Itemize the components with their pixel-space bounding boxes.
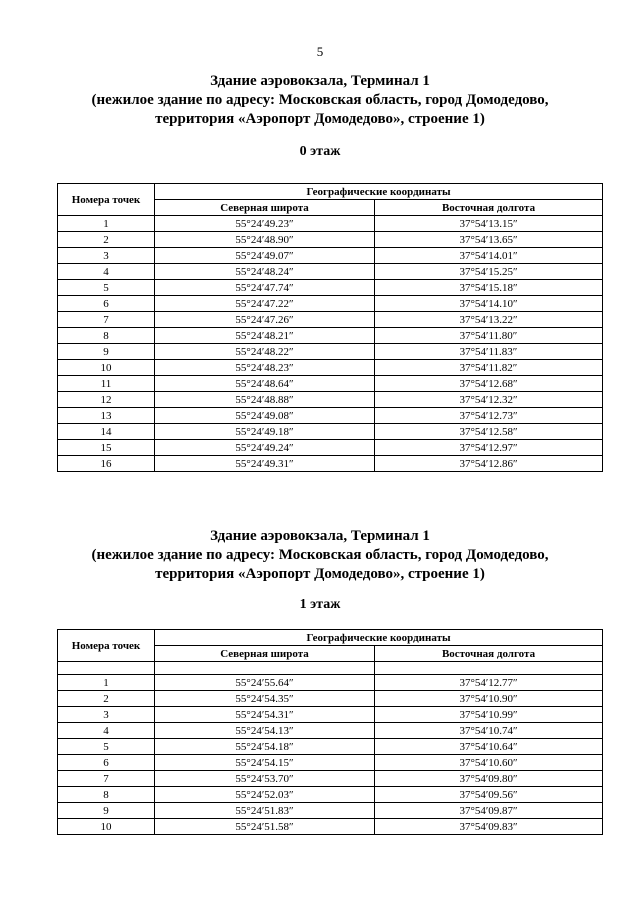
point-number-cell: 2 xyxy=(58,232,155,248)
header-point-number: Номера точек xyxy=(58,184,155,216)
latitude-cell: 55°24′51.58″ xyxy=(155,819,375,835)
table-row xyxy=(58,723,603,739)
longitude-cell: 37°54′12.97″ xyxy=(375,440,603,456)
longitude-cell: 37°54′15.18″ xyxy=(375,280,603,296)
longitude-cell: 37°54′11.80″ xyxy=(375,328,603,344)
table-row xyxy=(58,755,603,771)
page-number: 5 xyxy=(316,44,324,59)
point-number-cell: 14 xyxy=(58,424,155,440)
empty-cell xyxy=(375,662,603,675)
heading-line: (нежилое здание по адресу: Московская область, город Домодедово, xyxy=(91,92,549,108)
point-number-cell: 12 xyxy=(58,392,155,408)
longitude-cell: 37°54′12.86″ xyxy=(375,456,603,472)
point-number-cell: 7 xyxy=(58,771,155,787)
longitude-cell: 37°54′11.83″ xyxy=(375,344,603,360)
longitude-cell: 37°54′12.32″ xyxy=(375,392,603,408)
heading-line: Здание аэровокзала, Терминал 1 xyxy=(210,73,430,89)
latitude-cell: 55°24′54.18″ xyxy=(155,739,375,755)
point-number-cell: 8 xyxy=(58,328,155,344)
header-geo-coordinates: Географические координаты xyxy=(155,184,603,200)
point-number-cell: 13 xyxy=(58,408,155,424)
table-row xyxy=(58,360,603,376)
longitude-cell: 37°54′10.74″ xyxy=(375,723,603,739)
point-number-cell: 9 xyxy=(58,344,155,360)
point-number-cell: 3 xyxy=(58,248,155,264)
latitude-cell: 55°24′47.74″ xyxy=(155,280,375,296)
longitude-cell: 37°54′12.77″ xyxy=(375,675,603,691)
header-geo-coordinates: Географические координаты xyxy=(155,630,603,646)
point-number-cell: 8 xyxy=(58,787,155,803)
table-row xyxy=(58,312,603,328)
latitude-cell: 55°24′49.31″ xyxy=(155,456,375,472)
latitude-cell: 55°24′48.21″ xyxy=(155,328,375,344)
longitude-cell: 37°54′12.73″ xyxy=(375,408,603,424)
point-number-cell: 10 xyxy=(58,360,155,376)
latitude-cell: 55°24′54.31″ xyxy=(155,707,375,723)
latitude-cell: 55°24′48.22″ xyxy=(155,344,375,360)
heading-line: территория «Аэропорт Домодедово», строение 1) xyxy=(155,111,485,127)
latitude-cell: 55°24′49.23″ xyxy=(155,216,375,232)
point-number-cell: 7 xyxy=(58,312,155,328)
table-row xyxy=(58,408,603,424)
point-number-cell: 5 xyxy=(58,739,155,755)
table-row xyxy=(58,216,603,232)
point-number-cell: 15 xyxy=(58,440,155,456)
heading-line: Здание аэровокзала, Терминал 1 xyxy=(210,528,430,544)
longitude-cell: 37°54′09.56″ xyxy=(375,787,603,803)
point-number-cell: 1 xyxy=(58,216,155,232)
table-body-0 xyxy=(58,216,603,472)
coordinates-table-floor-0 xyxy=(57,183,603,472)
longitude-cell: 37°54′15.25″ xyxy=(375,264,603,280)
longitude-cell: 37°54′10.60″ xyxy=(375,755,603,771)
latitude-cell: 55°24′48.24″ xyxy=(155,264,375,280)
coordinates-table-floor-1 xyxy=(57,629,603,835)
point-number-cell: 11 xyxy=(58,376,155,392)
latitude-cell: 55°24′49.08″ xyxy=(155,408,375,424)
point-number-cell: 4 xyxy=(58,723,155,739)
latitude-cell: 55°24′48.64″ xyxy=(155,376,375,392)
longitude-cell: 37°54′09.80″ xyxy=(375,771,603,787)
table-row xyxy=(58,707,603,723)
longitude-cell: 37°54′10.90″ xyxy=(375,691,603,707)
latitude-cell: 55°24′47.26″ xyxy=(155,312,375,328)
table-row xyxy=(58,819,603,835)
point-number-cell: 5 xyxy=(58,280,155,296)
floor-label-1: 1 этаж xyxy=(299,597,341,612)
header-east-longitude: Восточная долгота xyxy=(375,200,603,216)
longitude-cell: 37°54′09.87″ xyxy=(375,803,603,819)
empty-cell xyxy=(155,662,375,675)
table-row xyxy=(58,280,603,296)
longitude-cell: 37°54′14.10″ xyxy=(375,296,603,312)
table-row xyxy=(58,328,603,344)
longitude-cell: 37°54′11.82″ xyxy=(375,360,603,376)
point-number-cell: 9 xyxy=(58,803,155,819)
point-number-cell: 3 xyxy=(58,707,155,723)
longitude-cell: 37°54′10.99″ xyxy=(375,707,603,723)
spacer-row xyxy=(58,662,603,675)
latitude-cell: 55°24′53.70″ xyxy=(155,771,375,787)
longitude-cell: 37°54′14.01″ xyxy=(375,248,603,264)
point-number-cell: 4 xyxy=(58,264,155,280)
table-row xyxy=(58,232,603,248)
longitude-cell: 37°54′10.64″ xyxy=(375,739,603,755)
point-number-cell: 6 xyxy=(58,755,155,771)
table-row xyxy=(58,675,603,691)
longitude-cell: 37°54′13.65″ xyxy=(375,232,603,248)
heading-line: (нежилое здание по адресу: Московская область, город Домодедово, xyxy=(91,547,549,563)
longitude-cell: 37°54′09.83″ xyxy=(375,819,603,835)
table-row xyxy=(58,440,603,456)
latitude-cell: 55°24′48.88″ xyxy=(155,392,375,408)
section-2-heading xyxy=(0,527,640,584)
section-1-heading xyxy=(0,72,640,129)
table-row xyxy=(58,803,603,819)
header-north-latitude: Северная широта xyxy=(155,646,375,662)
floor-label-0: 0 этаж xyxy=(299,144,341,159)
point-number-cell: 16 xyxy=(58,456,155,472)
header-east-longitude: Восточная долгота xyxy=(375,646,603,662)
longitude-cell: 37°54′13.15″ xyxy=(375,216,603,232)
point-number-cell: 1 xyxy=(58,675,155,691)
table-row xyxy=(58,264,603,280)
table-row xyxy=(58,787,603,803)
latitude-cell: 55°24′52.03″ xyxy=(155,787,375,803)
table-row xyxy=(58,771,603,787)
table-row xyxy=(58,739,603,755)
table-body-1 xyxy=(58,662,603,835)
header-north-latitude: Северная широта xyxy=(155,200,375,216)
table-row xyxy=(58,392,603,408)
latitude-cell: 55°24′49.24″ xyxy=(155,440,375,456)
empty-cell xyxy=(58,662,155,675)
header-point-number: Номера точек xyxy=(58,630,155,662)
longitude-cell: 37°54′12.58″ xyxy=(375,424,603,440)
longitude-cell: 37°54′13.22″ xyxy=(375,312,603,328)
latitude-cell: 55°24′54.15″ xyxy=(155,755,375,771)
table-row xyxy=(58,296,603,312)
longitude-cell: 37°54′12.68″ xyxy=(375,376,603,392)
table-row xyxy=(58,248,603,264)
latitude-cell: 55°24′51.83″ xyxy=(155,803,375,819)
point-number-cell: 6 xyxy=(58,296,155,312)
table-row xyxy=(58,456,603,472)
table-row xyxy=(58,691,603,707)
heading-line: территория «Аэропорт Домодедово», строение 1) xyxy=(155,566,485,582)
latitude-cell: 55°24′48.90″ xyxy=(155,232,375,248)
latitude-cell: 55°24′54.13″ xyxy=(155,723,375,739)
latitude-cell: 55°24′49.18″ xyxy=(155,424,375,440)
latitude-cell: 55°24′47.22″ xyxy=(155,296,375,312)
point-number-cell: 2 xyxy=(58,691,155,707)
table-row xyxy=(58,424,603,440)
latitude-cell: 55°24′54.35″ xyxy=(155,691,375,707)
table-row xyxy=(58,376,603,392)
latitude-cell: 55°24′49.07″ xyxy=(155,248,375,264)
latitude-cell: 55°24′48.23″ xyxy=(155,360,375,376)
table-row xyxy=(58,344,603,360)
latitude-cell: 55°24′55.64″ xyxy=(155,675,375,691)
point-number-cell: 10 xyxy=(58,819,155,835)
